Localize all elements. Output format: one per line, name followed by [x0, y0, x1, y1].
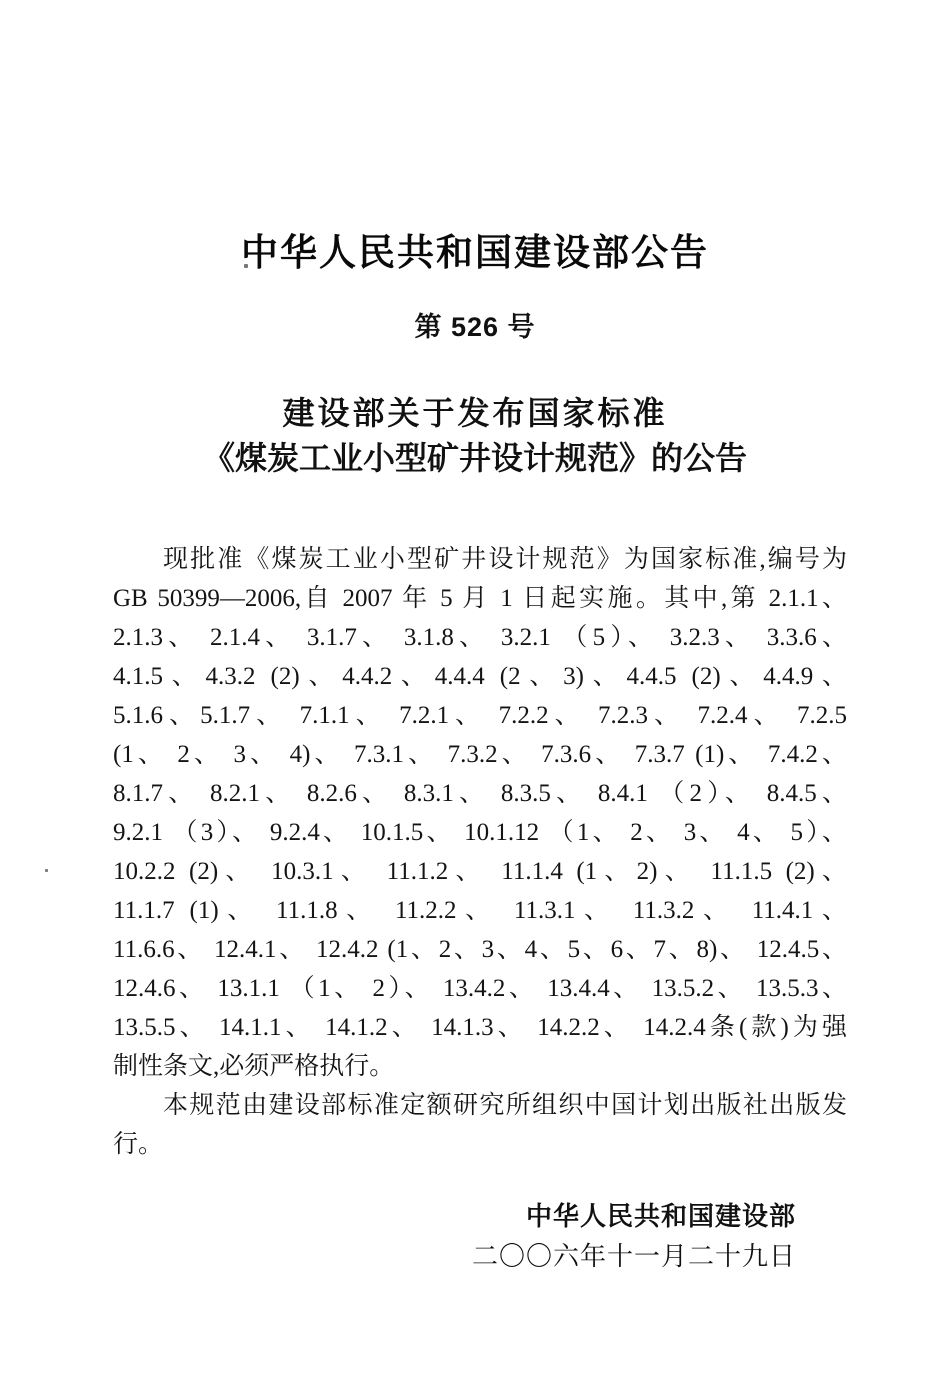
body-line: 9.2.1 （3）、 9.2.4、 10.1.5、 10.1.12 （1、 2、 3、 4、 5）、: [113, 819, 847, 846]
body-line: 13.5.5、 14.1.1、 14.1.2、 14.1.3、 14.2.2、 14.2.4条(款)为强: [113, 1014, 847, 1041]
body-line: 11.1.7 (1)、 11.1.8、 11.2.2、 11.3.1、 11.3.2、 11.4.1、: [113, 897, 847, 924]
body-line: 5.1.6、5.1.7、 7.1.1、 7.2.1、 7.2.2、 7.2.3、 7.2.4、 7.2.5: [113, 702, 847, 729]
body-line: GB 50399—2006,自 2007 年 5 月 1 日起实施。其中,第 2.1.1、: [113, 585, 847, 612]
subtitle-line-1: 建设部关于发布国家标准: [282, 395, 668, 431]
signature-date: 二〇〇六年十一月二十九日: [471, 1242, 796, 1271]
body-line: 12.4.6、 13.1.1 （1、 2）、 13.4.2、 13.4.4、 13.5.2、 13.5.3、: [113, 975, 847, 1002]
body-text: [113, 540, 847, 1164]
body-paragraph-2: [113, 1086, 847, 1164]
body-line: 行。: [113, 1131, 164, 1158]
scan-speck: [45, 869, 48, 872]
body-line: 2.1.3、 2.1.4、 3.1.7、 3.1.8、 3.2.1 （5）、 3.2.3、 3.3.6、: [113, 624, 847, 651]
body-line: 制性条文,必须严格执行。: [113, 1053, 395, 1080]
body-line: 本规范由建设部标准定额研究所组织中国计划出版社出版发: [163, 1092, 847, 1119]
body-line: 8.1.7、 8.2.1、 8.2.6、 8.3.1、 8.3.5、 8.4.1 （2）、 8.4.5、: [113, 780, 847, 807]
subtitle-line-2: 《煤炭工业小型矿井设计规范》的公告: [202, 440, 747, 476]
signature-block: [472, 1200, 796, 1273]
signature-org: 中华人民共和国建设部: [525, 1201, 796, 1231]
body-line: 11.6.6、 12.4.1、 12.4.2 (1、2、3、4、5、6、7、8)、 12.4.5、: [113, 936, 847, 963]
body-line: 现批准《煤炭工业小型矿井设计规范》为国家标准,编号为: [163, 546, 847, 573]
body-line: (1、 2、 3、 4)、 7.3.1、 7.3.2、 7.3.6、 7.3.7 (1)、 7.4.2、: [113, 741, 847, 768]
body-line: 10.2.2 (2)、 10.3.1、 11.1.2、 11.1.4 (1、2)、 11.1.5 (2)、: [113, 858, 847, 885]
body-paragraph-1: [113, 540, 847, 1086]
doc-number: 第 526 号: [414, 312, 536, 342]
body-line: 4.1.5、4.3.2 (2)、4.4.2、4.4.4 (2、3)、4.4.5 (2)、4.4.9、: [113, 663, 847, 690]
page-title: 中华人民共和国建设部公告: [241, 232, 709, 273]
